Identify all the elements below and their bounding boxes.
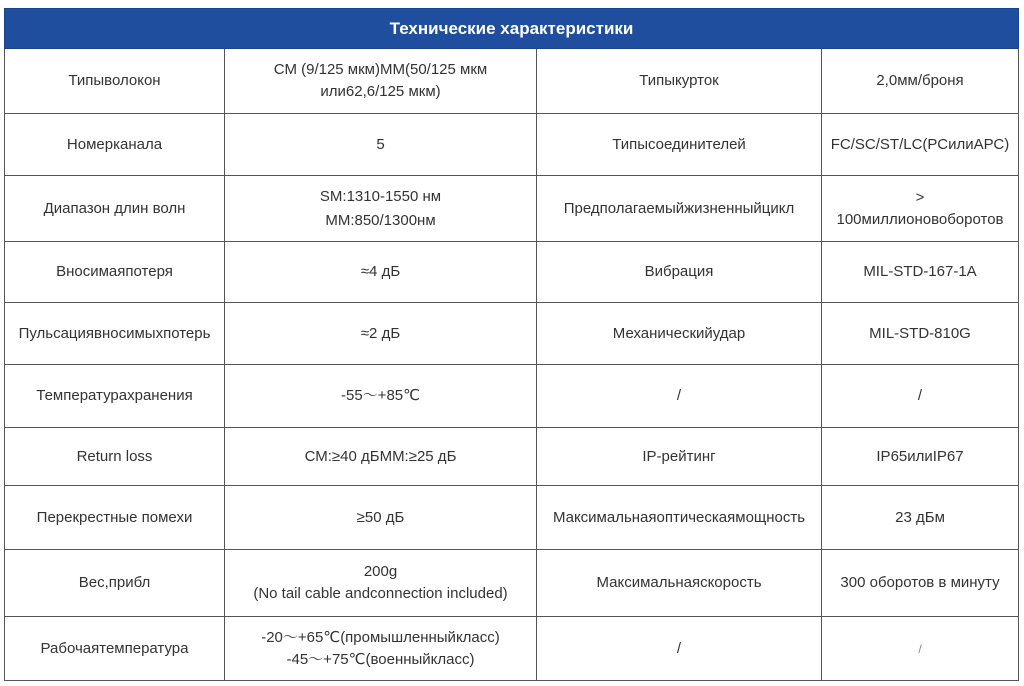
spec-label: Пульсациявносимыхпотерь: [5, 303, 225, 365]
spec-value-line: (No tail cable andconnection included): [253, 585, 508, 602]
spec-value: /: [822, 617, 1019, 681]
table-row: [5, 617, 1019, 681]
spec-value: [225, 303, 537, 365]
spec-label: Вибрация: [537, 242, 822, 303]
spec-value: FC/SC/ST/LC(РСилиАРС): [822, 114, 1019, 176]
spec-value: [225, 49, 537, 114]
spec-value: [225, 428, 537, 486]
spec-value-line: или62,6/125 мкм): [320, 83, 441, 100]
spec-label: /: [537, 617, 822, 681]
table-row: [5, 486, 1019, 550]
spec-label: Номерканала: [5, 114, 225, 176]
spec-value-line: СМ:≥40 дБММ:≥25 дБ: [304, 447, 457, 465]
table-row: [5, 176, 1019, 242]
spec-label: Максимальнаяоптическаямощность: [537, 486, 822, 550]
spec-label: Рабочаятемпература: [5, 617, 225, 681]
spec-value: /: [822, 365, 1019, 428]
spec-value: 300 оборотов в минуту: [822, 550, 1019, 617]
table-row: [5, 114, 1019, 176]
table-row: [5, 49, 1019, 114]
table-row: [5, 550, 1019, 617]
spec-value-line: -20～+65℃(промышленныйкласс): [261, 628, 500, 646]
spec-value-line: СМ (9/125 мкм)ММ(50/125 мкм: [273, 61, 488, 78]
spec-value-line: 5: [376, 135, 385, 153]
table-row: [5, 428, 1019, 486]
spec-value: [225, 550, 537, 617]
spec-value-line: 100миллионовоборотов: [836, 210, 1004, 228]
spec-label: Температурахранения: [5, 365, 225, 428]
spec-value: 2,0мм/броня: [822, 49, 1019, 114]
spec-value: [225, 617, 537, 681]
spec-value: [225, 486, 537, 550]
spec-label: Return loss: [5, 428, 225, 486]
spec-value-line: ≈4 дБ: [360, 263, 401, 280]
spec-table: [4, 8, 1019, 681]
spec-label: Вес,прибл: [5, 550, 225, 617]
spec-value: [225, 114, 537, 176]
spec-value: [225, 176, 537, 242]
spec-value-line: -45～+75℃(военныйкласс): [286, 650, 475, 668]
table-row: [5, 365, 1019, 428]
spec-label: Механическийудар: [537, 303, 822, 365]
spec-value: MIL-STD-167-1A: [822, 242, 1019, 303]
spec-label: Перекрестные помехи: [5, 486, 225, 550]
spec-value-line: ≥50 дБ: [356, 508, 405, 526]
table-row: [5, 303, 1019, 365]
table-title: Технические характеристики: [5, 9, 1019, 49]
spec-value-line: >: [915, 188, 925, 206]
spec-value-line: MM:850/1300нм: [325, 211, 436, 229]
spec-label: /: [537, 365, 822, 428]
table-row: [5, 242, 1019, 303]
spec-value: [225, 242, 537, 303]
spec-label: Типысоединителей: [537, 114, 822, 176]
spec-label: Типыволокон: [5, 49, 225, 114]
spec-value-line: -55～+85℃: [341, 387, 420, 404]
spec-value: [822, 176, 1019, 242]
spec-value-line: 200g: [363, 563, 398, 580]
spec-value: [225, 365, 537, 428]
spec-label: Типыкурток: [537, 49, 822, 114]
spec-label: Максимальнаяскорость: [537, 550, 822, 617]
spec-label: Вносимаяпотеря: [5, 242, 225, 303]
spec-value-line: ≈2 дБ: [360, 324, 401, 342]
spec-label: IP-рейтинг: [537, 428, 822, 486]
spec-value: IP65илиIP67: [822, 428, 1019, 486]
spec-value: MIL-STD-810G: [822, 303, 1019, 365]
spec-value-line: SM:1310-1550 нм: [319, 187, 442, 205]
spec-value: 23 дБм: [822, 486, 1019, 550]
table-header-row: [5, 9, 1019, 49]
spec-label: Предполагаемыйжизненныйцикл: [537, 176, 822, 242]
spec-label: Диапазон длин волн: [5, 176, 225, 242]
